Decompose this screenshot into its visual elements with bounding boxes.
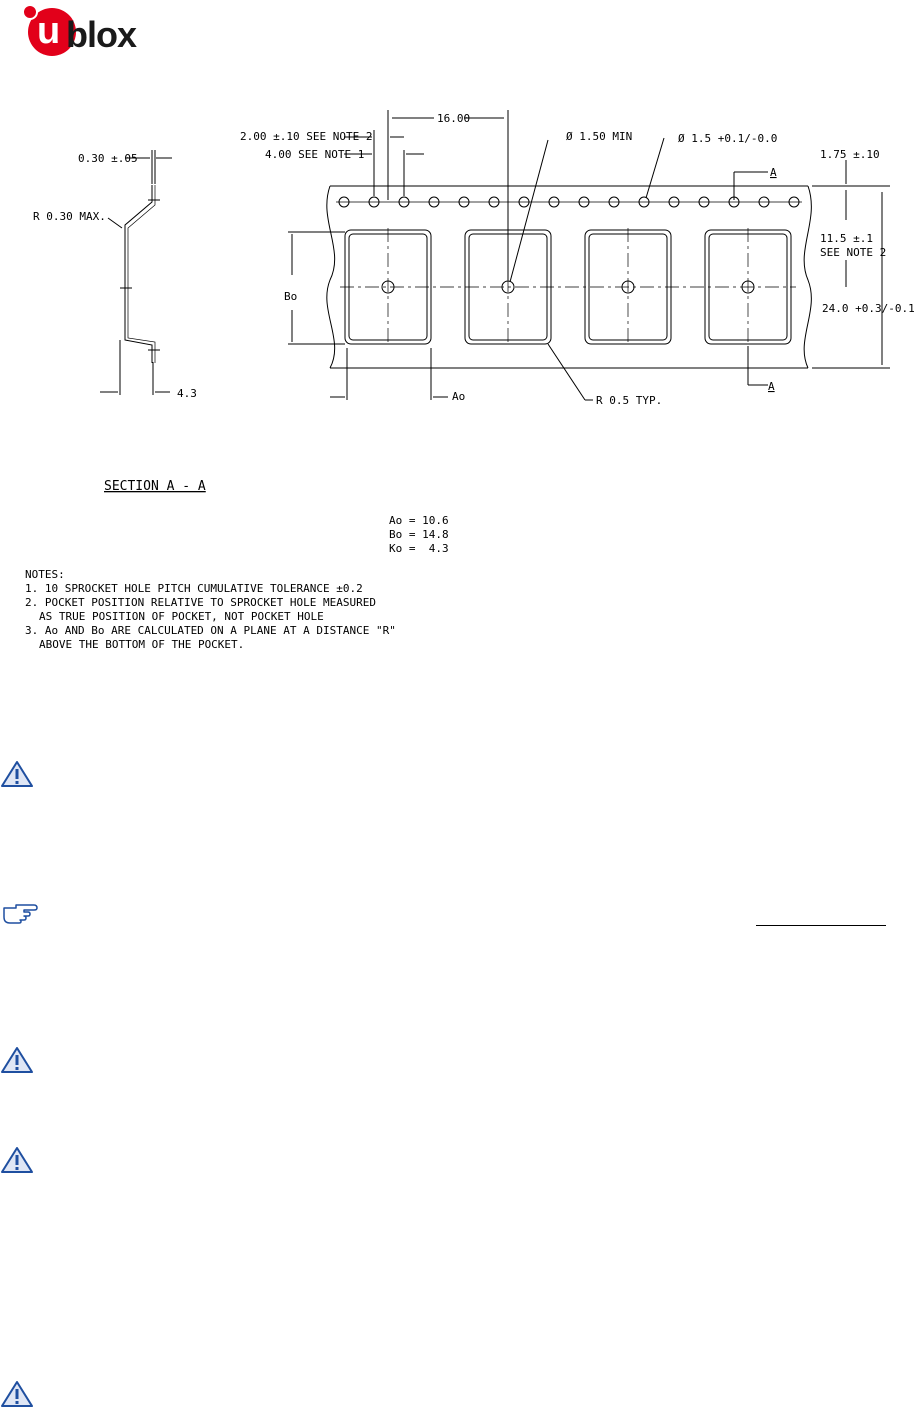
- ublox-logo: [28, 8, 188, 56]
- pitch-4-label: 4.00 SEE NOTE 1: [265, 148, 365, 161]
- width-label: 24.0 +0.3/-0.1: [822, 302, 915, 315]
- edge-label: 1.75 ±.10: [820, 148, 880, 161]
- note-3b: ABOVE THE BOTTOM OF THE POCKET.: [39, 638, 245, 651]
- warning-triangle-icon: [0, 760, 34, 788]
- tape-right-break: [804, 186, 811, 368]
- pitch-16-label: 16.00: [437, 112, 471, 125]
- tape-drawing: [0, 100, 920, 680]
- ao-label: Ao: [452, 390, 466, 403]
- hole-min-label: Ø 1.50 MIN: [566, 130, 633, 143]
- section-a-top-label: A: [770, 166, 777, 179]
- side-thickness-label: 0.30 ±.05: [78, 152, 138, 165]
- warning-triangle-icon: [0, 1146, 34, 1174]
- bo-label: Bo: [284, 290, 298, 303]
- note-1: 1. 10 SPROCKET HOLE PITCH CUMULATIVE TOLERANCE ±0.2: [25, 582, 363, 595]
- pitch-2-label: 2.00 ±.10 SEE NOTE 2: [240, 130, 373, 143]
- logo-text: blox: [66, 14, 137, 55]
- side-profile-inner: [128, 185, 155, 363]
- section-a-bottom-label: A: [768, 380, 775, 393]
- offset-note-label: SEE NOTE 2: [820, 246, 887, 259]
- note-2b: AS TRUE POSITION OF POCKET, NOT POCKET HOLE: [39, 610, 324, 623]
- side-depth-label: 4.3: [177, 387, 197, 400]
- logo-dot: [22, 4, 38, 20]
- link-underline: [756, 925, 886, 926]
- pointing-hand-icon: [0, 898, 40, 924]
- dim-ao: Ao = 10.6: [389, 514, 449, 527]
- note-3a: 3. Ao AND Bo ARE CALCULATED ON A PLANE AT A DISTANCE "R": [25, 624, 396, 637]
- dim-ko: Ko = 4.3: [389, 542, 449, 555]
- tape-left-break: [327, 186, 335, 368]
- side-radius-label: R 0.30 MAX.: [33, 210, 106, 223]
- section-title: SECTION A - A: [104, 479, 206, 494]
- note-2a: 2. POCKET POSITION RELATIVE TO SPROCKET HOLE MEASURED: [25, 596, 376, 609]
- radius-typ-label: R 0.5 TYP.: [596, 394, 663, 407]
- notes-title: NOTES:: [25, 568, 65, 581]
- hole-dia-label: Ø 1.5 +0.1/-0.0: [678, 132, 778, 145]
- warning-triangle-icon: [0, 1380, 34, 1408]
- warning-triangle-icon: [0, 1046, 34, 1074]
- side-profile-outline: [125, 185, 152, 363]
- pockets: [340, 228, 796, 346]
- dim-bo: Bo = 14.8: [389, 528, 449, 541]
- sprocket-holes: [336, 197, 802, 207]
- logo-letter: u: [37, 10, 61, 52]
- offset-label: 11.5 ±.1: [820, 232, 873, 245]
